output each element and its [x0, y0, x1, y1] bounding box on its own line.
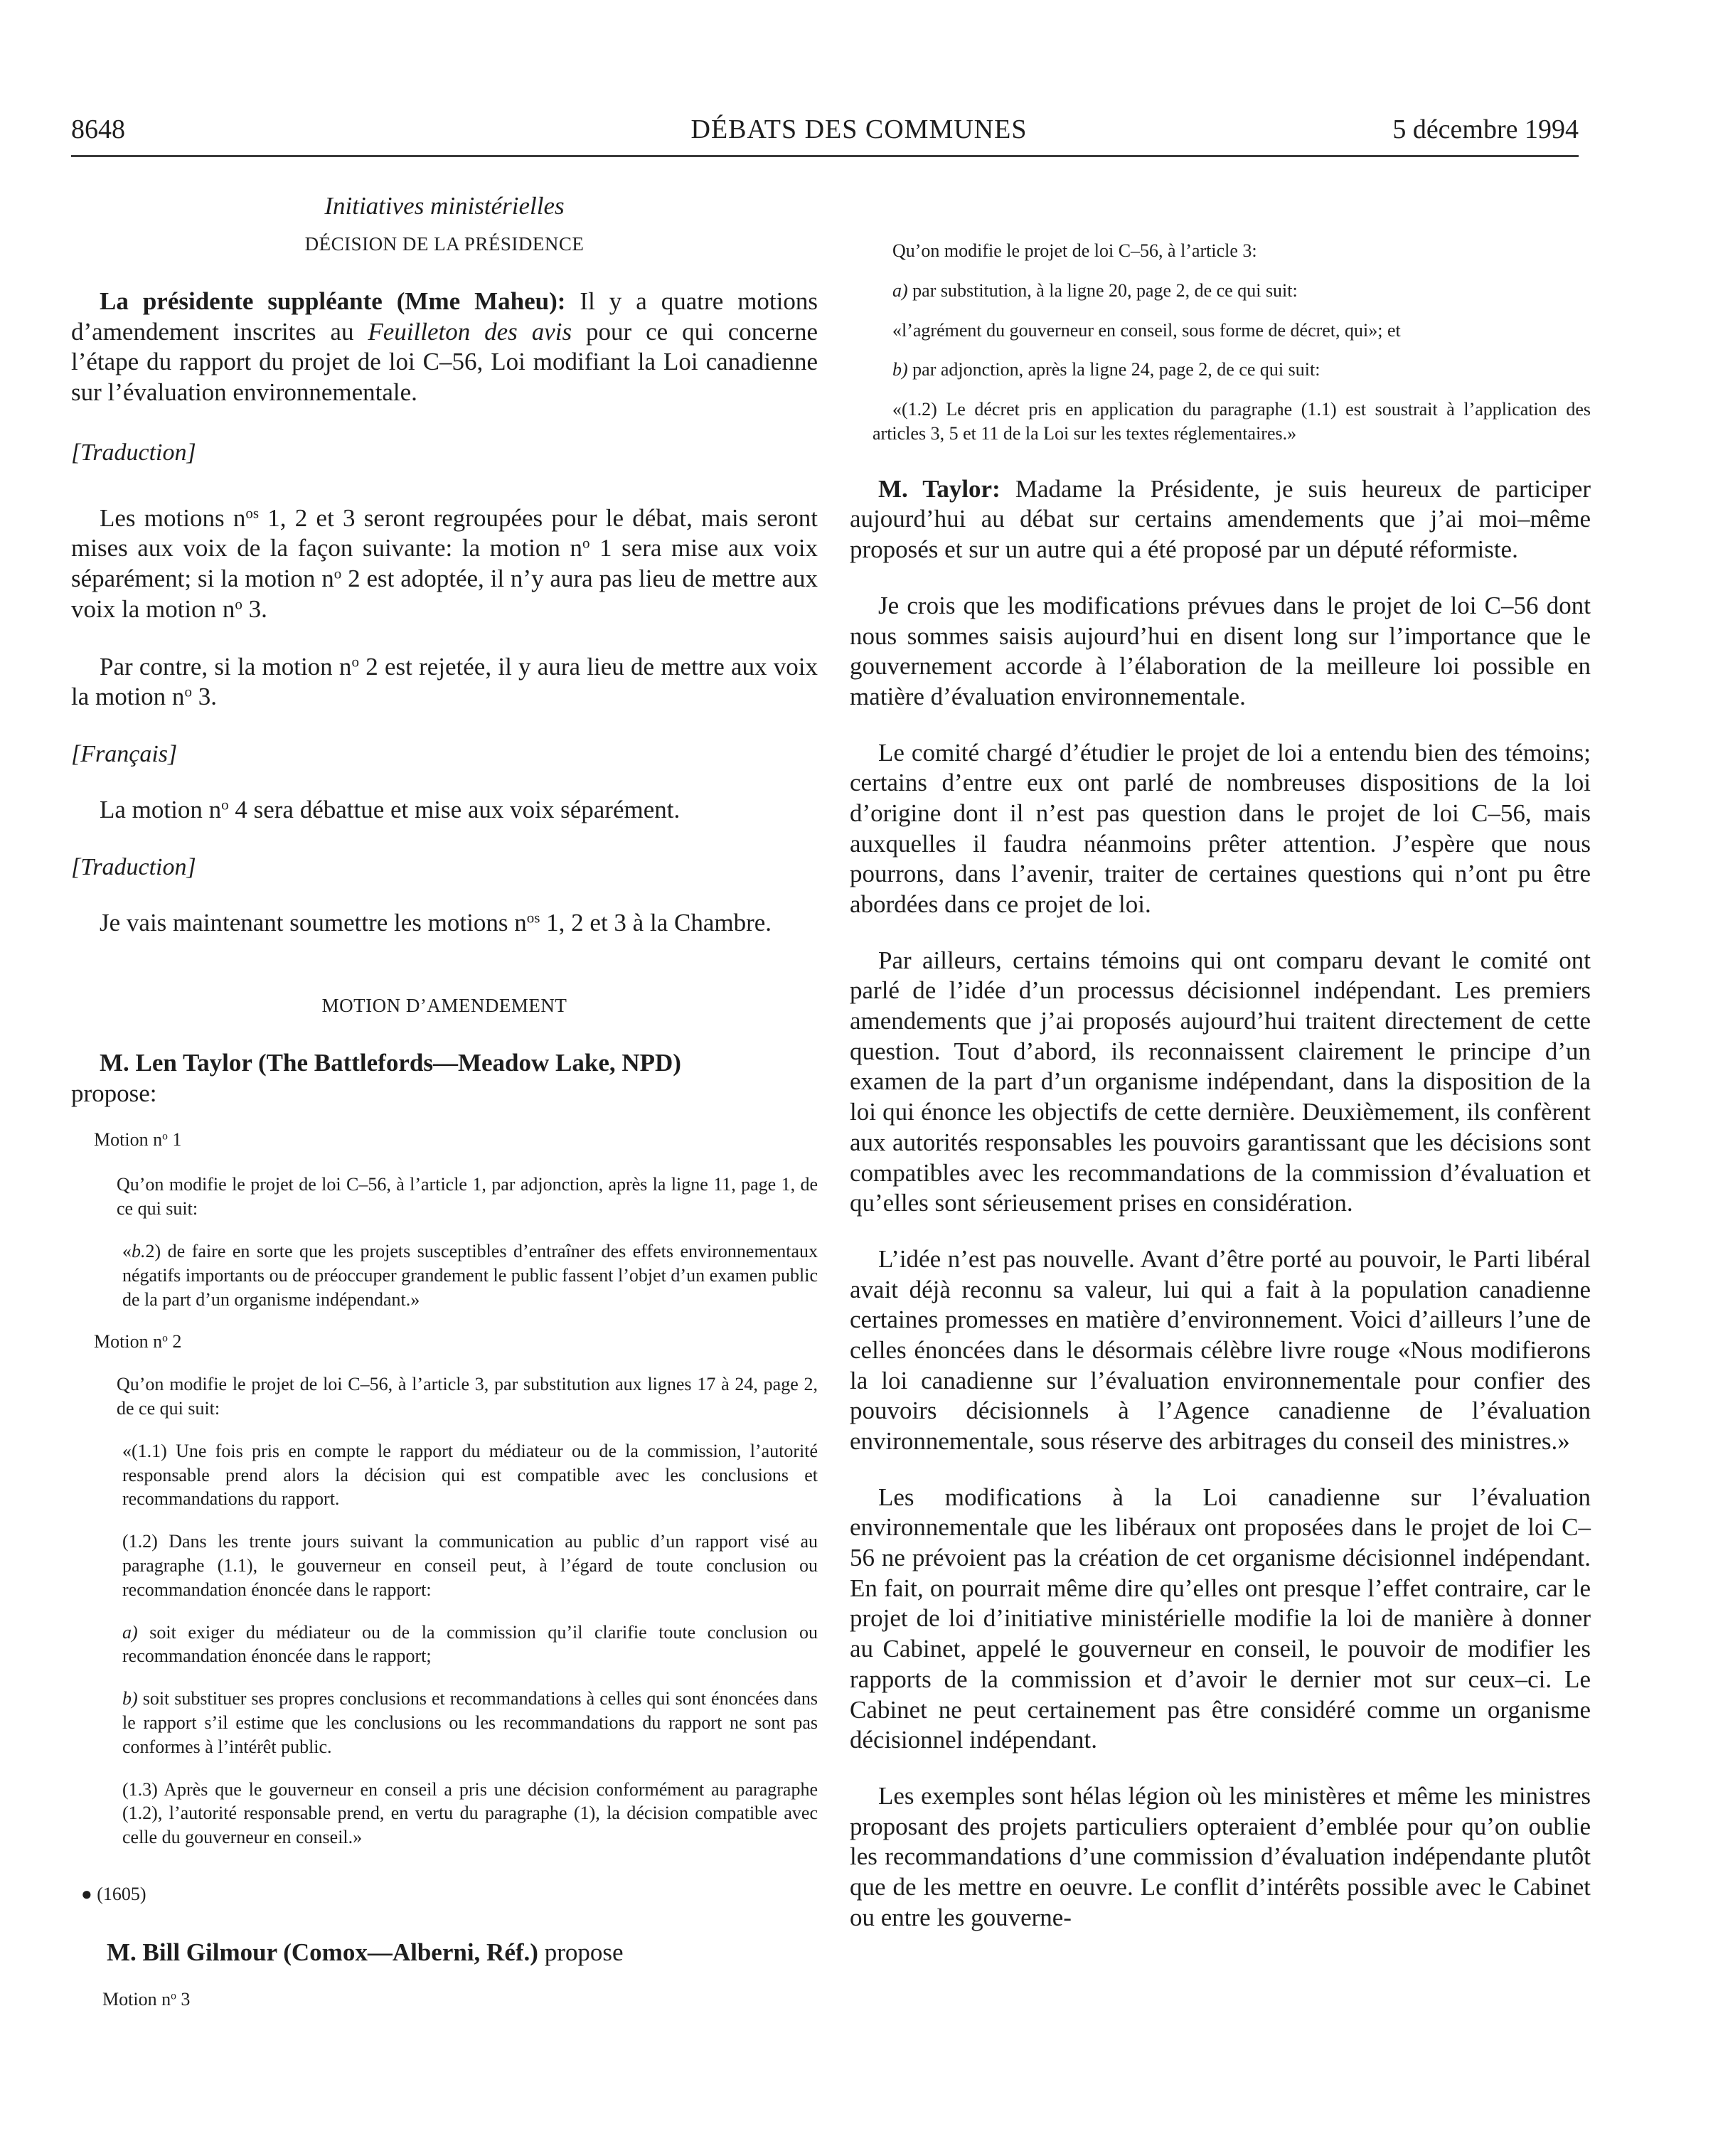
- running-title: DÉBATS DES COMMUNES: [690, 114, 1028, 144]
- motion3-a-quote: «l’agrément du gouverneur en conseil, sous forme de décret, qui»; et: [892, 319, 1401, 341]
- taylor-speech-5: L’idée n’est pas nouvelle. Avant d’être porté au pouvoir, le Parti libéral avait déjà reconnu sa valeur, lui qui a fait à la population canadienne certaines promesses en matière d’environnement. Voici d’ailleurs l’une de celles énoncées dans le désormais célèbre livre rouge «Nous modifierons la loi canadienne sur l’évaluation environnementale pour confier des pouvoirs décisionnels à l’Agence canadienne de l’évaluation environnementale, sous réserve des arbitrages du conseil des ministres.»: [850, 1244, 1591, 1456]
- taylor-speech-3: Le comité chargé d’étudier le projet de loi a entendu bien des témoins; certains d’entre eux ont parlé de nombreuses dispositions de la loi d’origine dont il n’est pas question dans le projet de loi C–56, mais auxquelles il faudra néanmoins prêter attention. J’espère que nous pourrons, dans l’avenir, traiter de certaines questions qui n’ont pu être abordées dans ce projet de loi.: [850, 738, 1591, 919]
- taylor-speech-7: Les exemples sont hélas légion où les ministères et même les ministres proposant des projets particuliers opteraient d’emblée pour qu’on oublie les recommandations d’une commission d’évaluation indépendante plutôt que de les mettre en oeuvre. Le conflit d’intérêts possible avec le Cabinet ou entre les gouverne-: [850, 1781, 1591, 1931]
- section-title: Initiatives ministérielles: [324, 192, 565, 220]
- header-rule: [71, 155, 1579, 157]
- language-tag: [Traduction]: [71, 853, 196, 880]
- motion4-paragraph: La motion $n^o$ 4 sera débattue et mise aux voix séparément.: [100, 795, 681, 823]
- gilmour-name: M. Bill Gilmour (Comox—Alberni, Réf.): [107, 1938, 538, 1966]
- page-number: 8648: [71, 114, 125, 144]
- speaker-paragraph: La présidente suppléante (Mme Maheu): Il y a quatre motions d’amendement inscrites au Feuilleton des avis pour ce qui concerne l’étape du rapport du projet de loi C–56, Loi modifiant la Loi canadienne sur l’évaluation environnementale.: [71, 287, 818, 407]
- propose-line: propose:: [71, 1079, 157, 1107]
- feuilleton-title: Feuilleton des avis: [368, 317, 572, 346]
- motion2-text: Qu’on modifie le projet de loi C–56, à l’article 3, par substitution aux lignes 17 à 24, page 2, de ce qui suit:: [117, 1374, 818, 1419]
- motion1-text: Qu’on modifie le projet de loi C–56, à l’article 1, par adjonction, après la ligne 11, page 1, de ce qui suit:: [117, 1174, 818, 1220]
- language-tag: [Français]: [71, 740, 178, 767]
- time-stamp: ● (1605): [81, 1883, 146, 1904]
- grouping-paragraph: Les motions $n^{os}$ 1, 2 et 3 seront regroupées pour le débat, mais seront mises aux voix de la façon suivante: la motion $n^o$ 1 sera mise aux voix séparément; si la motion $n^o$ 2 est adoptée, il n’y aura pas lieu de mettre aux voix la motion $n^o$ 3.: [71, 503, 818, 623]
- mover-name: M. Len Taylor (The Battlefords—Meadow Lake, NPD): [100, 1049, 681, 1077]
- speaker-name: M. Taylor:: [878, 474, 1001, 503]
- right-column: [850, 186, 1591, 1933]
- motion-heading: MOTION D’AMENDEMENT: [321, 995, 567, 1017]
- motion2-quote-1-1: «(1.1) Une fois pris en compte le rapport du médiateur ou de la commission, l’autorité responsable prend alors la décision qui est compatible avec les conclusions et recommandations du rapport.: [122, 1440, 818, 1510]
- header-date: 5 décembre 1994: [1392, 114, 1579, 144]
- motion2-quote-1-3: (1.3) Après que le gouverneur en conseil a pris une décision conformément au paragraphe (1.2), l’autorité responsable prend, en vertu du paragraphe (1), la décision compatible avec celle du gouverneur en conseil.»: [122, 1778, 818, 1848]
- motion3-text: Qu’on modifie le projet de loi C–56, à l’article 3:: [892, 240, 1257, 261]
- motion2-quote-b: b) soit substituer ses propres conclusions et recommandations à celles qui sont énoncées dans le rapport s’il estime que les conclusions ou les recommandations du rapport ne sont pas conformes à l’intérêt public.: [122, 1688, 818, 1757]
- taylor-speech-2: Je crois que les modifications prévues dans le projet de loi C–56 dont nous sommes saisis aujourd’hui en disent long sur l’importance que le gouvernement accorde à l’élaboration de la meilleure loi possible en matière d’évaluation environnementale.: [850, 591, 1591, 710]
- motion3-a: a) par substitution, à la ligne 20, page 2, de ce qui suit:: [892, 279, 1298, 301]
- speaker-name: La présidente suppléante (Mme Maheu):: [100, 287, 566, 315]
- taylor-speech-6: Les modifications à la Loi canadienne sur l’évaluation environnementale que les libéraux ont proposées dans le projet de loi C–56 ne prévoient pas la création de cet organisme décisionnel indépendant. En fait, on pourrait même dire qu’elles ont presque l’effet contraire, car le projet de loi d’initiative ministérielle modifie la loi de manière à donner au Cabinet, appelé le gouverneur en conseil, le pouvoir de modifier les rapports de la commission et d’avoir le dernier mot sur ceux–ci. Le Cabinet ne peut certainement pas être considéré comme un organisme décisionnel indépendant.: [850, 1483, 1591, 1754]
- bullet-icon: ●: [81, 1883, 92, 1904]
- motion2-quote-1-2: (1.2) Dans les trente jours suivant la communication au public d’un rapport visé au paragraphe (1.1), le gouverneur en conseil peut, à l’égard de toute conclusion ou recommandation énoncée dans le rapport:: [122, 1531, 818, 1600]
- language-tag: [Traduction]: [71, 439, 196, 466]
- mover-line: [71, 1048, 818, 1079]
- taylor-speech-4: Par ailleurs, certains témoins qui ont comparu devant le comité ont parlé de l’idée d’un processus décisionnel indépendant. Les premiers amendements que j’ai proposés aujourd’hui traitent directement de cette question. Tout d’abord, ils reconnaissent clairement le principe d’un examen de la part d’un organisme indépendant, dans la disposition de la loi qui énonce les objectifs de cette dernière. Deuxièmement, ils confèrent aux autorités responsables les pouvoirs garantissant que les décisions sont compatibles avec les recommandations de la commission d’évaluation et qu’elles sont sérieusement prises en considération.: [850, 946, 1591, 1217]
- gilmour-line: M. Bill Gilmour (Comox—Alberni, Réf.) propose: [107, 1938, 624, 1966]
- motion2-quote-a: a) soit exiger du médiateur ou de la commission qu’il clarifie toute conclusion ou recommandation énoncée dans le rapport;: [122, 1621, 818, 1667]
- left-column: [71, 186, 818, 2012]
- motion-label: Motion $n^o$ 3: [102, 1989, 191, 2010]
- motion3-b: b) par adjonction, après la ligne 24, page 2, de ce qui suit:: [892, 359, 1320, 380]
- rejection-paragraph: Par contre, si la motion $n^o$ 2 est rejetée, il y aura lieu de mettre aux voix la motion $n^o$ 3.: [71, 652, 818, 711]
- decision-heading: DÉCISION DE LA PRÉSIDENCE: [304, 233, 585, 255]
- motion-label: Motion $n^o$ 2: [94, 1331, 182, 1352]
- submit-paragraph: Je vais maintenant soumettre les motions $n^{os}$ 1, 2 et 3 à la Chambre.: [100, 908, 772, 936]
- taylor-speech-1: M. Taylor: Madame la Présidente, je suis heureux de participer aujourd’hui au débat sur certains amendements que j’ai moi–même proposés et sur un autre qui a été proposé par un député réformiste.: [850, 474, 1591, 564]
- motion1-quote: «b.2) de faire en sorte que les projets susceptibles d’entraîner des effets environnementaux négatifs importants ou de préoccuper grandement le public fassent l’objet d’un examen public de la part d’un organisme indépendant.»: [122, 1241, 818, 1310]
- motion3-b-quote: «(1.2) Le décret pris en application du paragraphe (1.1) est soustrait à l’application des articles 3, 5 et 11 de la Loi sur les textes réglementaires.»: [873, 399, 1591, 444]
- motion-label: Motion $n^o$ 1: [94, 1128, 182, 1150]
